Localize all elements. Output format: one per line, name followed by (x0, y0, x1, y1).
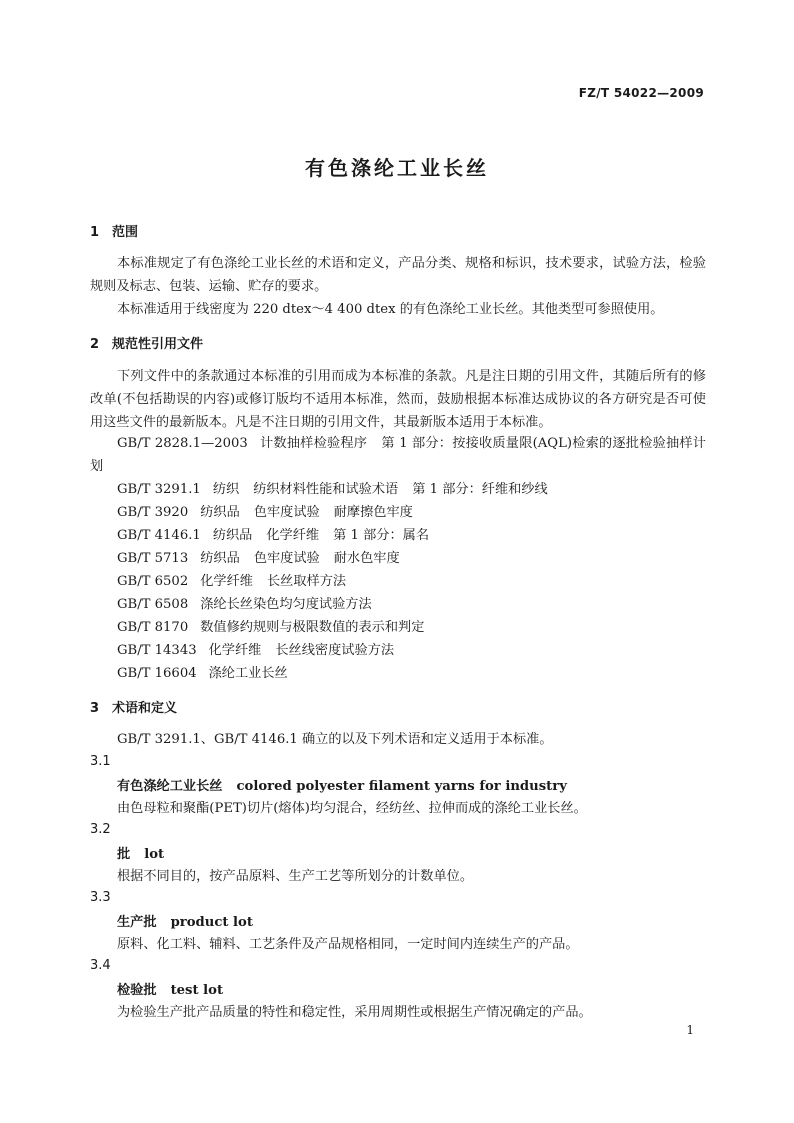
term-definition: 由色母粒和聚酯(PET)切片(熔体)均匀混合，经纺丝、拉伸而成的涤纶工业长丝。 (117, 801, 587, 816)
section-number: 3 (90, 701, 100, 716)
term-heading (117, 911, 253, 930)
term-definition: 根据不同目的，按产品原料、生产工艺等所划分的计数单位。 (117, 869, 474, 884)
reference-part: 第 1 部分：属名 (333, 528, 430, 543)
reference-title: 化学纤维 (200, 574, 253, 589)
reference-part: 第 1 部分：纤维和纱线 (412, 482, 548, 497)
reference-part: 纺织材料性能和试验术语 (253, 482, 399, 497)
reference-code: GB/T 14343 (117, 643, 197, 658)
reference-code: GB/T 2828.1—2003 (117, 436, 248, 451)
reference-item (117, 616, 424, 639)
reference-code: GB/T 16604 (117, 666, 197, 681)
reference-item (117, 524, 429, 547)
clause-number: 3.2 (90, 822, 111, 837)
term-en: product lot (170, 915, 253, 930)
reference-code: GB/T 3291.1 (117, 482, 201, 497)
reference-item (90, 432, 706, 478)
section-title: 规范性引用文件 (112, 337, 204, 352)
term-zh: 检验批 (117, 983, 157, 998)
clause-number: 3.4 (90, 958, 111, 973)
clause-number: 3.1 (90, 754, 111, 769)
reference-item (117, 639, 394, 662)
reference-item (117, 501, 413, 524)
reference-title: 涤纶工业长丝 (208, 666, 288, 681)
paragraph: 本标准规定了有色涤纶工业长丝的术语和定义，产品分类、规格和标识，技术要求，试验方法，检验规则及标志、包装、运输、贮存的要求。 (90, 256, 706, 294)
reference-title: 纺织品 (212, 528, 253, 543)
reference-code: GB/T 5713 (117, 551, 189, 566)
term-zh: 生产批 (117, 915, 157, 930)
page-number: 1 (686, 1023, 694, 1037)
reference-item (117, 593, 372, 616)
reference-title: 纺织 (212, 482, 240, 497)
reference-part: 耐摩擦色牢度 (333, 505, 413, 520)
section-title: 术语和定义 (112, 701, 178, 716)
term-en: test lot (170, 983, 224, 998)
reference-part: 第 1 部分：按接收质量限(AQL)检索的逐批检验抽样计划 (90, 436, 706, 474)
reference-code: GB/T 3920 (117, 505, 189, 520)
section-title: 范围 (112, 225, 139, 240)
term-definition: 原料、化工料、辅料、工艺条件及产品规格相同，一定时间内连续生产的产品。 (117, 937, 579, 952)
section-1-heading (90, 221, 138, 240)
reference-item (117, 662, 288, 685)
reference-title: 纺织品 (200, 505, 240, 520)
term-en: lot (144, 847, 165, 862)
reference-title: 化学纤维 (208, 643, 262, 658)
clause-number: 3.3 (90, 890, 111, 905)
reference-part: 长丝取样方法 (266, 574, 347, 589)
reference-code: GB/T 4146.1 (117, 528, 201, 543)
term-heading (117, 979, 223, 998)
paragraph: 本标准适用于线密度为 220 dtex～4 400 dtex 的有色涤纶工业长丝。其他类型可参照使用。 (117, 302, 664, 317)
paragraph: GB/T 3291.1、GB/T 4146.1 确立的以及下列术语和定义适用于本标准。 (117, 732, 553, 747)
term-heading (117, 775, 567, 794)
term-zh: 有色涤纶工业长丝 (117, 779, 223, 794)
reference-part: 色牢度试验 (253, 505, 320, 520)
term-definition: 为检验生产批产品质量的特性和稳定性，采用周期性或根据生产情况确定的产品。 (117, 1005, 592, 1020)
section-number: 1 (90, 225, 100, 240)
section-3-heading (90, 697, 177, 716)
reference-part: 化学纤维 (266, 528, 320, 543)
reference-code: GB/T 6502 (117, 574, 189, 589)
reference-part: 长丝线密度试验方法 (275, 643, 395, 658)
reference-title: 纺织品 (200, 551, 240, 566)
term-heading (117, 843, 164, 862)
reference-code: GB/T 8170 (117, 620, 189, 635)
paragraph: 下列文件中的条款通过本标准的引用而成为本标准的条款。凡是注日期的引用文件，其随后所有的修改单(不包括勘误的内容)或修订版均不适用本标准，然而，鼓励根据本标准达成协议的各方研究是否可使用这些文件的最新版本。凡是不注日期的引用文件，其最新版本适用于本标准。 (90, 369, 706, 430)
reference-code: GB/T 6508 (117, 597, 189, 612)
reference-item (117, 547, 400, 570)
reference-item (117, 478, 548, 501)
reference-title: 涤纶长丝染色均匀度试验方法 (200, 597, 372, 612)
reference-title: 计数抽样检验程序 (259, 436, 368, 451)
reference-part: 色牢度试验 (253, 551, 320, 566)
section-number: 2 (90, 337, 100, 352)
term-en: colored polyester filament yarns for industry (236, 779, 567, 794)
reference-title: 数值修约规则与极限数值的表示和判定 (200, 620, 425, 635)
section-2-heading (90, 333, 203, 352)
document-title: 有色涤纶工业长丝 (305, 156, 489, 180)
standard-code: FZ/T 54022—2009 (578, 86, 704, 100)
term-zh: 批 (117, 847, 131, 862)
reference-item (117, 570, 346, 593)
reference-part: 耐水色牢度 (333, 551, 400, 566)
